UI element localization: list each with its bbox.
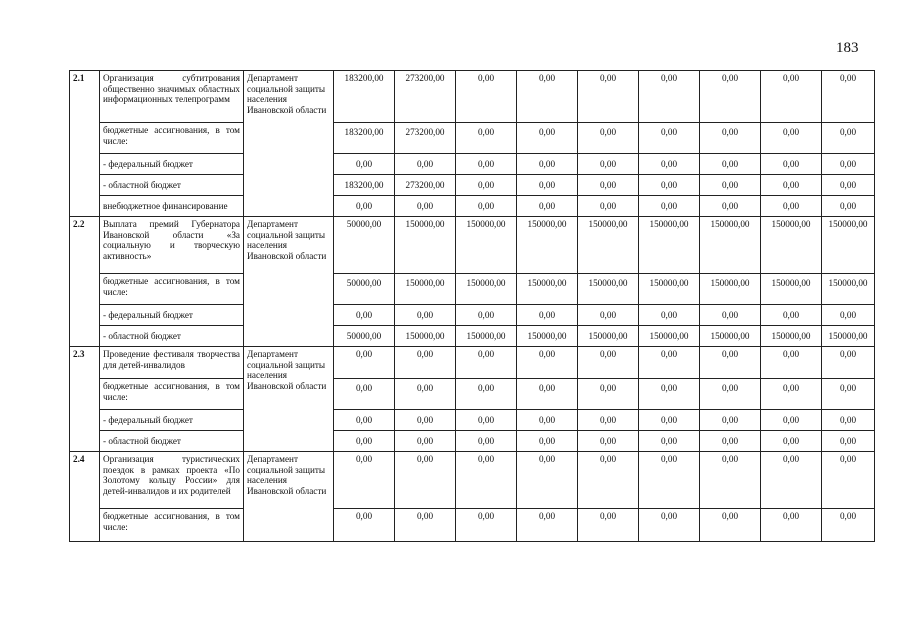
value-cell: 150000,00 xyxy=(700,274,761,305)
value-cell: 0,00 xyxy=(700,452,761,509)
value-cell: 0,00 xyxy=(639,196,700,217)
value-cell: 273200,00 xyxy=(395,123,456,154)
value-cell: 0,00 xyxy=(822,509,875,542)
value-cell: 0,00 xyxy=(334,305,395,326)
value-cell: 0,00 xyxy=(700,410,761,431)
table-row xyxy=(70,274,875,305)
value-cell: 0,00 xyxy=(456,305,517,326)
value-cell: 50000,00 xyxy=(334,326,395,347)
row-label: - областной бюджет xyxy=(100,326,244,347)
table-row xyxy=(70,154,875,175)
value-cell: 0,00 xyxy=(700,196,761,217)
value-cell: 150000,00 xyxy=(578,217,639,274)
value-cell: 0,00 xyxy=(639,154,700,175)
value-cell: 0,00 xyxy=(456,123,517,154)
value-cell: 0,00 xyxy=(517,431,578,452)
value-cell: 0,00 xyxy=(761,452,822,509)
value-cell: 0,00 xyxy=(517,154,578,175)
value-cell: 183200,00 xyxy=(334,175,395,196)
row-label: внебюджетное финансирование xyxy=(100,196,244,217)
value-cell: 0,00 xyxy=(517,175,578,196)
value-cell: 0,00 xyxy=(639,410,700,431)
section-code: 2.2 xyxy=(70,217,100,347)
value-cell: 0,00 xyxy=(822,431,875,452)
value-cell: 150000,00 xyxy=(456,326,517,347)
row-label: - федеральный бюджет xyxy=(100,410,244,431)
value-cell: 0,00 xyxy=(517,452,578,509)
value-cell: 150000,00 xyxy=(456,217,517,274)
value-cell: 0,00 xyxy=(822,379,875,410)
value-cell: 0,00 xyxy=(456,410,517,431)
row-label: бюджетные ассигнования, в том числе: xyxy=(100,274,244,305)
value-cell: 150000,00 xyxy=(761,274,822,305)
table-row xyxy=(70,410,875,431)
value-cell: 0,00 xyxy=(578,431,639,452)
section-header-row xyxy=(70,217,875,274)
value-cell: 0,00 xyxy=(822,71,875,123)
value-cell: 0,00 xyxy=(334,154,395,175)
value-cell: 150000,00 xyxy=(517,274,578,305)
value-cell: 0,00 xyxy=(822,452,875,509)
value-cell: 0,00 xyxy=(334,410,395,431)
value-cell: 0,00 xyxy=(456,175,517,196)
table-row xyxy=(70,305,875,326)
department-name: Департамент социальной защиты населения Ивановской области xyxy=(244,452,334,542)
row-label: - федеральный бюджет xyxy=(100,305,244,326)
value-cell: 0,00 xyxy=(334,347,395,379)
value-cell: 150000,00 xyxy=(639,217,700,274)
value-cell: 150000,00 xyxy=(517,217,578,274)
value-cell: 50000,00 xyxy=(334,274,395,305)
value-cell: 0,00 xyxy=(761,379,822,410)
table-row xyxy=(70,123,875,154)
value-cell: 0,00 xyxy=(456,196,517,217)
value-cell: 150000,00 xyxy=(822,274,875,305)
section-title: Организация туристических поездок в рамках проекта «По Золотому кольцу России» для детей-инвалидов и их родителей xyxy=(100,452,244,509)
value-cell: 0,00 xyxy=(395,452,456,509)
value-cell: 0,00 xyxy=(456,452,517,509)
value-cell: 0,00 xyxy=(761,123,822,154)
value-cell: 150000,00 xyxy=(456,274,517,305)
value-cell: 273200,00 xyxy=(395,71,456,123)
value-cell: 0,00 xyxy=(822,154,875,175)
value-cell: 0,00 xyxy=(334,452,395,509)
table-row xyxy=(70,196,875,217)
row-label: - федеральный бюджет xyxy=(100,154,244,175)
value-cell: 150000,00 xyxy=(822,326,875,347)
value-cell: 0,00 xyxy=(578,509,639,542)
value-cell: 0,00 xyxy=(761,509,822,542)
value-cell: 0,00 xyxy=(700,175,761,196)
value-cell: 0,00 xyxy=(700,154,761,175)
value-cell: 0,00 xyxy=(578,305,639,326)
department-name: Департамент социальной защиты населения Ивановской области xyxy=(244,71,334,217)
budget-table xyxy=(69,70,875,542)
value-cell: 0,00 xyxy=(456,509,517,542)
value-cell: 0,00 xyxy=(395,347,456,379)
value-cell: 150000,00 xyxy=(578,274,639,305)
value-cell: 0,00 xyxy=(395,154,456,175)
section-title: Проведение фестиваля творчества для детей-инвалидов xyxy=(100,347,244,379)
value-cell: 0,00 xyxy=(395,305,456,326)
value-cell: 150000,00 xyxy=(578,326,639,347)
value-cell: 0,00 xyxy=(395,509,456,542)
department-name: Департамент социальной защиты населения Ивановской области xyxy=(244,217,334,347)
value-cell: 0,00 xyxy=(822,347,875,379)
value-cell: 0,00 xyxy=(822,123,875,154)
value-cell: 0,00 xyxy=(822,305,875,326)
value-cell: 0,00 xyxy=(578,379,639,410)
row-label: - областной бюджет xyxy=(100,431,244,452)
section-header-row xyxy=(70,347,875,379)
section-code: 2.4 xyxy=(70,452,100,542)
value-cell: 0,00 xyxy=(517,71,578,123)
section-title: Выплата премий Губернатора Ивановской области «За социальную и творческую активность» xyxy=(100,217,244,274)
value-cell: 0,00 xyxy=(639,431,700,452)
row-label: бюджетные ассигнования, в том числе: xyxy=(100,509,244,542)
value-cell: 0,00 xyxy=(334,379,395,410)
value-cell: 150000,00 xyxy=(761,326,822,347)
value-cell: 0,00 xyxy=(761,431,822,452)
value-cell: 0,00 xyxy=(395,410,456,431)
value-cell: 0,00 xyxy=(639,347,700,379)
value-cell: 0,00 xyxy=(639,71,700,123)
value-cell: 0,00 xyxy=(639,379,700,410)
value-cell: 0,00 xyxy=(456,379,517,410)
table-row xyxy=(70,509,875,542)
row-label: бюджетные ассигнования, в том числе: xyxy=(100,123,244,154)
value-cell: 0,00 xyxy=(578,347,639,379)
value-cell: 0,00 xyxy=(578,71,639,123)
table-row xyxy=(70,175,875,196)
value-cell: 0,00 xyxy=(578,123,639,154)
value-cell: 150000,00 xyxy=(700,217,761,274)
value-cell: 150000,00 xyxy=(517,326,578,347)
section-header-row xyxy=(70,71,875,123)
value-cell: 150000,00 xyxy=(395,326,456,347)
value-cell: 0,00 xyxy=(517,509,578,542)
value-cell: 0,00 xyxy=(700,347,761,379)
value-cell: 150000,00 xyxy=(761,217,822,274)
value-cell: 150000,00 xyxy=(700,326,761,347)
value-cell: 0,00 xyxy=(334,431,395,452)
value-cell: 150000,00 xyxy=(395,217,456,274)
value-cell: 0,00 xyxy=(456,154,517,175)
value-cell: 0,00 xyxy=(700,71,761,123)
value-cell: 183200,00 xyxy=(334,123,395,154)
value-cell: 0,00 xyxy=(334,196,395,217)
value-cell: 0,00 xyxy=(761,71,822,123)
value-cell: 0,00 xyxy=(578,154,639,175)
value-cell: 0,00 xyxy=(761,154,822,175)
value-cell: 0,00 xyxy=(639,509,700,542)
value-cell: 50000,00 xyxy=(334,217,395,274)
value-cell: 0,00 xyxy=(700,379,761,410)
table-row xyxy=(70,326,875,347)
value-cell: 0,00 xyxy=(578,175,639,196)
value-cell: 0,00 xyxy=(456,71,517,123)
value-cell: 183200,00 xyxy=(334,71,395,123)
section-code: 2.1 xyxy=(70,71,100,217)
value-cell: 0,00 xyxy=(761,196,822,217)
value-cell: 0,00 xyxy=(517,410,578,431)
value-cell: 0,00 xyxy=(395,431,456,452)
value-cell: 0,00 xyxy=(395,196,456,217)
value-cell: 0,00 xyxy=(639,123,700,154)
section-code: 2.3 xyxy=(70,347,100,452)
value-cell: 0,00 xyxy=(822,175,875,196)
value-cell: 0,00 xyxy=(395,379,456,410)
value-cell: 0,00 xyxy=(639,175,700,196)
value-cell: 150000,00 xyxy=(639,326,700,347)
value-cell: 0,00 xyxy=(639,452,700,509)
value-cell: 0,00 xyxy=(578,410,639,431)
row-label: - областной бюджет xyxy=(100,175,244,196)
value-cell: 0,00 xyxy=(456,347,517,379)
value-cell: 0,00 xyxy=(761,347,822,379)
value-cell: 0,00 xyxy=(578,196,639,217)
section-header-row xyxy=(70,452,875,509)
department-name: Департамент социальной защиты населения Ивановской области xyxy=(244,347,334,452)
row-label: бюджетные ассигнования, в том числе: xyxy=(100,379,244,410)
value-cell: 0,00 xyxy=(517,347,578,379)
value-cell: 0,00 xyxy=(517,196,578,217)
value-cell: 150000,00 xyxy=(822,217,875,274)
page-number: 183 xyxy=(836,40,859,56)
value-cell: 0,00 xyxy=(700,305,761,326)
table-row xyxy=(70,379,875,410)
value-cell: 150000,00 xyxy=(639,274,700,305)
value-cell: 0,00 xyxy=(334,509,395,542)
value-cell: 150000,00 xyxy=(395,274,456,305)
value-cell: 273200,00 xyxy=(395,175,456,196)
value-cell: 0,00 xyxy=(578,452,639,509)
value-cell: 0,00 xyxy=(517,379,578,410)
value-cell: 0,00 xyxy=(700,123,761,154)
value-cell: 0,00 xyxy=(761,175,822,196)
value-cell: 0,00 xyxy=(761,410,822,431)
value-cell: 0,00 xyxy=(700,431,761,452)
section-title: Организация субтитрования общественно значимых областных информационных телепрограмм xyxy=(100,71,244,123)
value-cell: 0,00 xyxy=(517,123,578,154)
table-row xyxy=(70,431,875,452)
value-cell: 0,00 xyxy=(639,305,700,326)
value-cell: 0,00 xyxy=(822,410,875,431)
value-cell: 0,00 xyxy=(822,196,875,217)
value-cell: 0,00 xyxy=(517,305,578,326)
value-cell: 0,00 xyxy=(456,431,517,452)
value-cell: 0,00 xyxy=(700,509,761,542)
value-cell: 0,00 xyxy=(761,305,822,326)
